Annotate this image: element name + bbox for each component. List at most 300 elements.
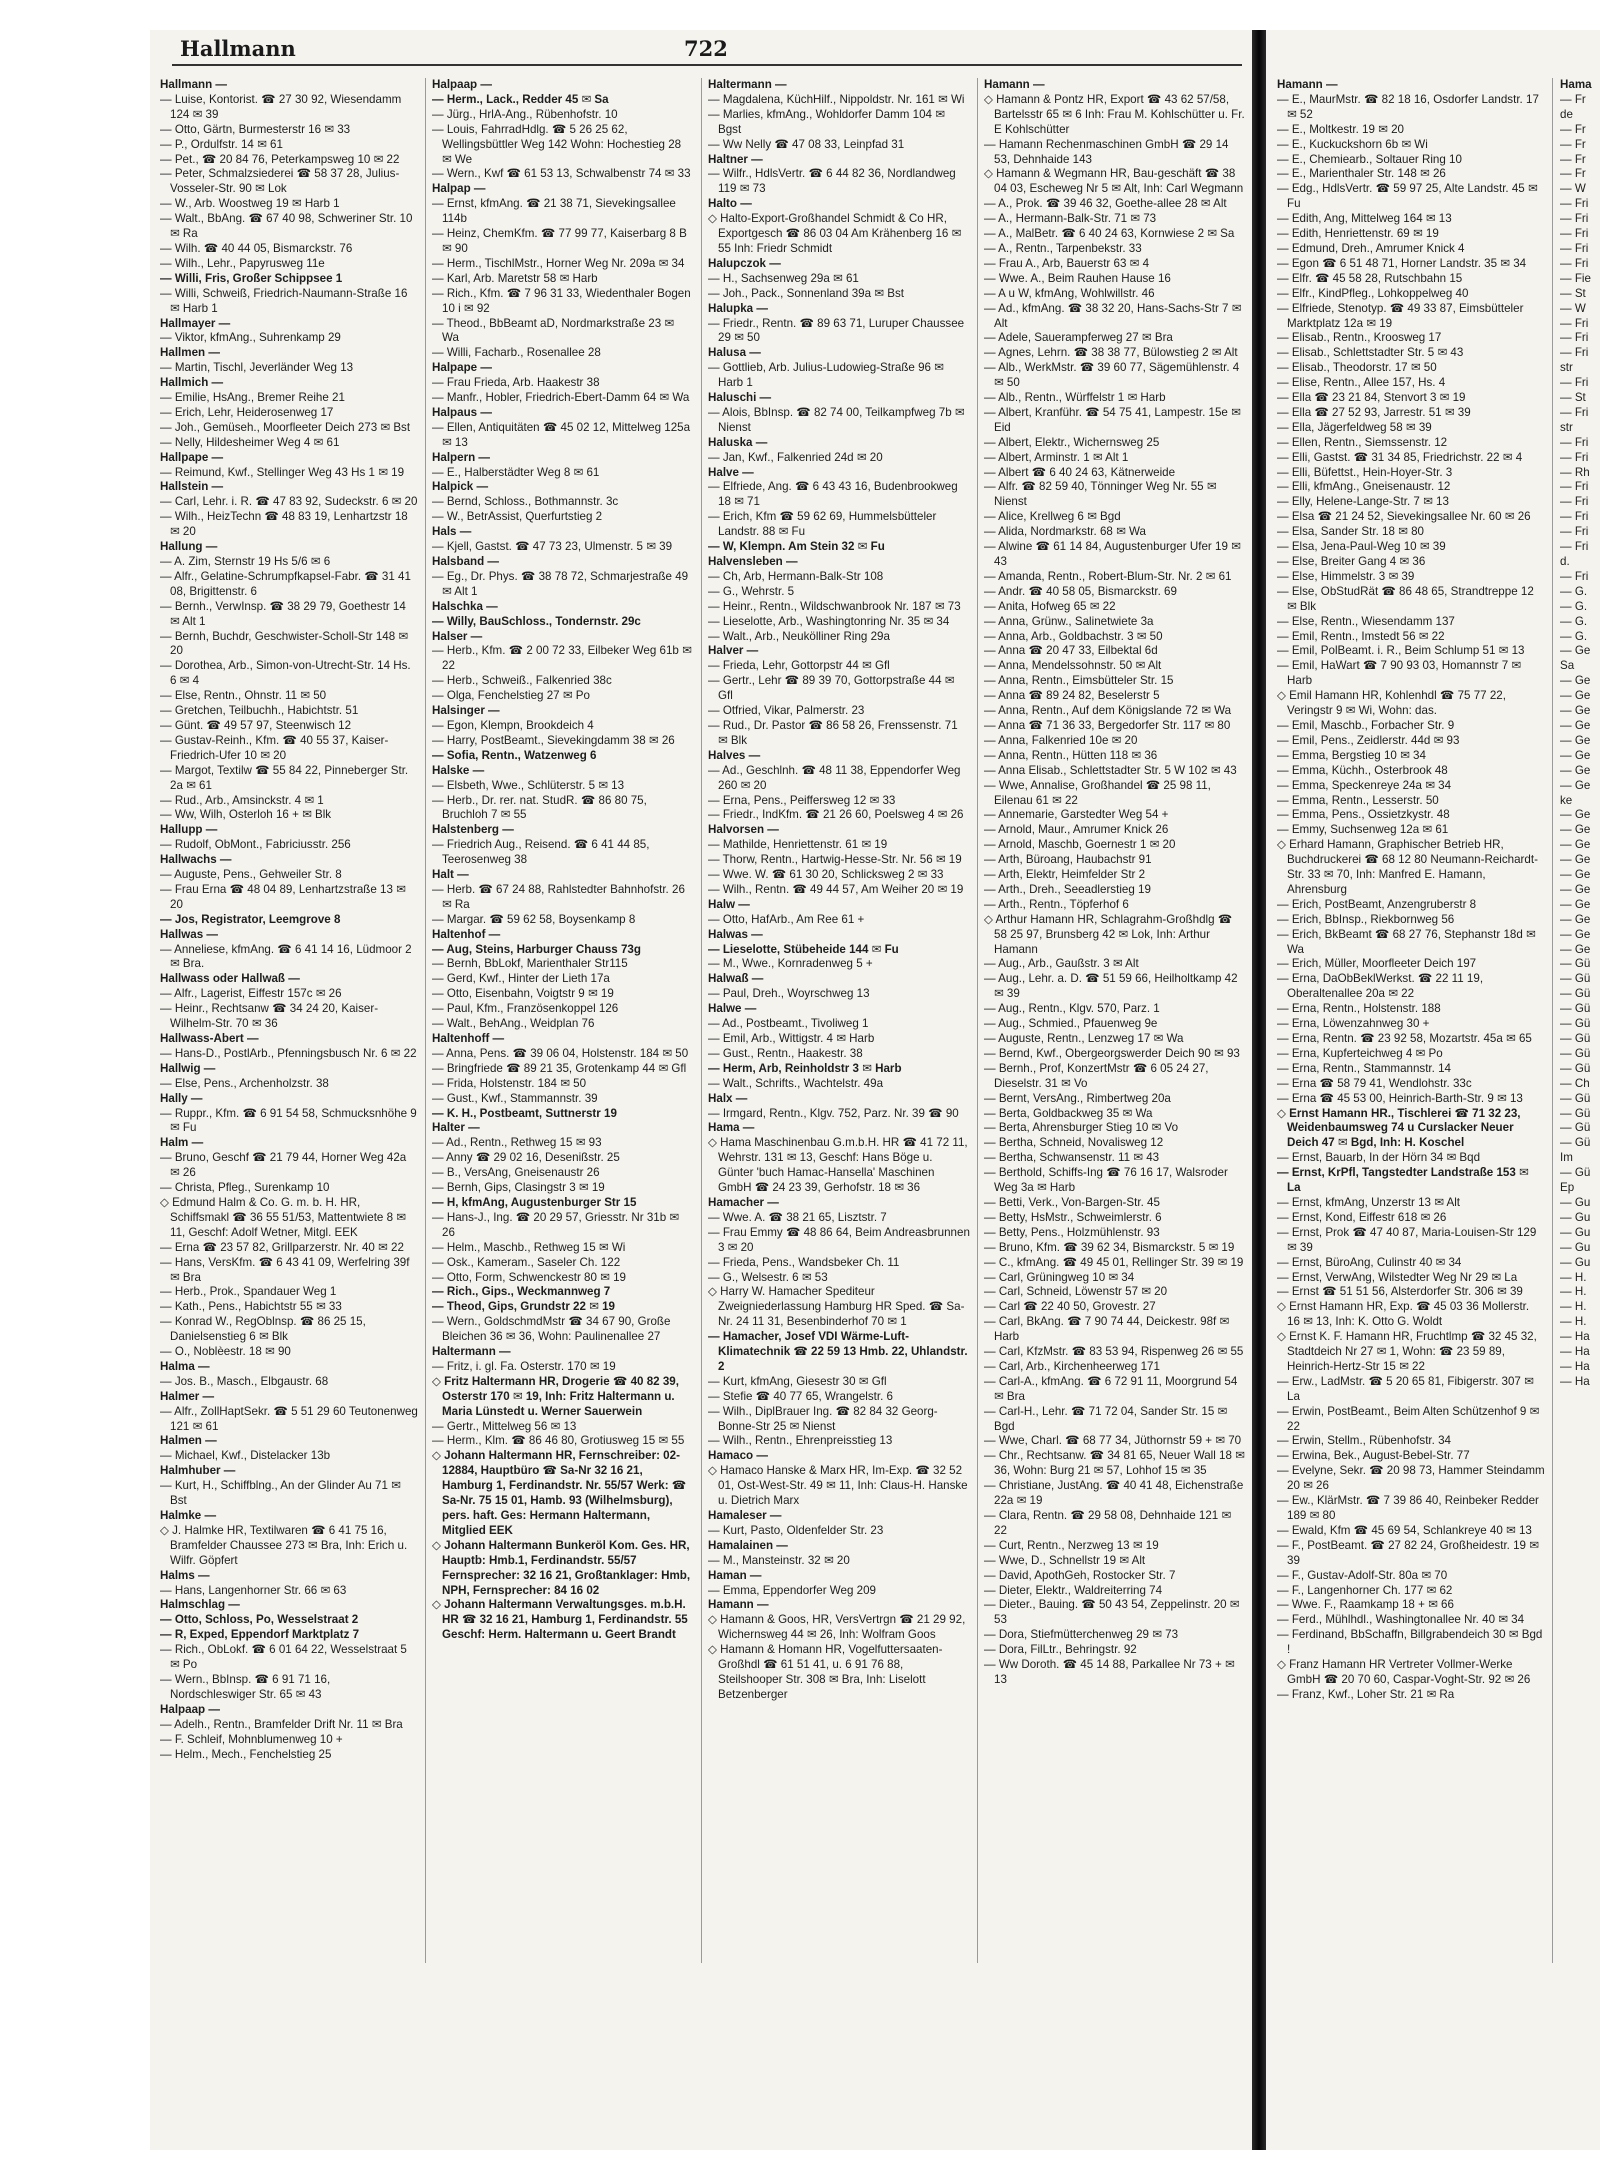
directory-entry: — Magdalena, KüchHilf., Nippoldstr. Nr. 161 ✉ Wi xyxy=(708,92,965,106)
directory-entry: — Kath., Pens., Habichtstr 55 ✉ 33 xyxy=(160,1300,342,1314)
directory-entry: — Carl, BkAng. ☎ 7 90 74 44, Deickestr. 98f ✉ Harb xyxy=(984,1315,1230,1344)
directory-entry: — Ad., Postbeamt., Tivoliweg 1 xyxy=(708,1017,869,1031)
directory-entry: — Jan, Kwf., Falkenried 24d ✉ 20 xyxy=(708,450,883,464)
directory-entry: — Ge xyxy=(1560,718,1591,732)
directory-entry: — Ge xyxy=(1560,912,1591,926)
directory-entry: — Herb., Prok., Spandauer Weg 1 xyxy=(160,1285,337,1299)
surname-heading: Halupczok — xyxy=(708,256,781,270)
directory-entry: — Bernd, Schloss., Bothmannstr. 3c xyxy=(432,495,619,509)
directory-entry: — Emil, Rentn., Imstedt 56 ✉ 22 xyxy=(1277,629,1445,643)
directory-entry: — E., Kuckuckshorn 6b ✉ Wi xyxy=(1277,137,1428,151)
directory-entry: — Günt. ☎ 49 57 97, Steenwisch 12 xyxy=(160,718,352,732)
directory-entry: — Ha xyxy=(1560,1330,1590,1344)
directory-entry: — Edith, Ang, Mittelweg 164 ✉ 13 xyxy=(1277,212,1452,226)
directory-entry: Sa xyxy=(1560,659,1575,673)
directory-entry: — Emma, Rentn., Lesserstr. 50 xyxy=(1277,793,1439,807)
directory-entry: — Ad., kfmAng. ☎ 38 32 20, Hans-Sachs-Str 7 ✉ Alt xyxy=(984,301,1242,330)
directory-entry: — Anneliese, kfmAng. ☎ 6 41 14 16, Lüdmoor 2 ✉ Bra. xyxy=(160,942,412,971)
directory-entry: — Gü xyxy=(1560,1106,1591,1120)
directory-entry: — Gü xyxy=(1560,1166,1591,1180)
directory-entry: ◇ Hama Maschinenbau G.m.b.H. HR ☎ 41 72 11, Wehrstr. 131 ✉ 13, Geschf: Hans Böge u. Günter 'buch Hamac-Hansella' Maschinen GmbH ☎ 24 23 39, Gerhofstr. 18 ✉ 36 xyxy=(708,1136,968,1195)
directory-entry: — Elfr. ☎ 45 58 28, Rutschbahn 15 xyxy=(1277,271,1463,285)
directory-entry: — Otfried, Vikar, Palmerstr. 23 xyxy=(708,704,865,718)
directory-entry: — Gu xyxy=(1560,1225,1591,1239)
surname-heading: Halschka — xyxy=(432,599,498,613)
surname-heading: Halmke — xyxy=(160,1509,217,1522)
surname-heading: Halma — xyxy=(160,1359,210,1373)
directory-entry: — Emma, Speckenreye 24a ✉ 34 xyxy=(1277,778,1452,792)
directory-entry: — Gü xyxy=(1560,1091,1591,1105)
directory-entry: — Fri xyxy=(1560,405,1589,419)
directory-entry: — Gü xyxy=(1560,1046,1591,1060)
surname-heading: Hamalainen — xyxy=(708,1538,788,1552)
directory-entry: — Gust., Rentn., Haakestr. 38 xyxy=(708,1046,863,1060)
surname-heading: Hama xyxy=(1560,78,1592,91)
directory-entry: — Fri xyxy=(1560,256,1589,270)
directory-entry: — Arth., Rentn., Töpferhof 6 xyxy=(984,897,1129,911)
directory-entry: — Frau Emmy ☎ 48 86 64, Beim Andreasbrunnen 3 ✉ 20 xyxy=(708,1225,970,1254)
directory-entry: — Anita, Hofweg 65 ✉ 22 xyxy=(984,599,1116,613)
directory-entry: — Erich, Kfm ☎ 59 62 69, Hummelsbütteler Landstr. 88 ✉ Fu xyxy=(708,510,937,539)
directory-entry: — Ch xyxy=(1560,1076,1590,1090)
directory-entry: — Alida, Nordmarkstr. 68 ✉ Wa xyxy=(984,525,1146,539)
directory-entry: — Peter, Schmalzsiederei ☎ 58 37 28, Julius-Vosseler-Str. 90 ✉ Lok xyxy=(160,167,400,196)
directory-entry: — Aug., Lehr. a. D. ☎ 51 59 66, Heilholtkamp 42 ✉ 39 xyxy=(984,972,1238,1001)
directory-entry: — K. H., Postbeamt, Suttnerstr 19 xyxy=(432,1106,617,1120)
directory-entry: — Elsa, Jena-Paul-Weg 10 ✉ 39 xyxy=(1277,540,1446,554)
directory-entry: str xyxy=(1560,361,1573,375)
directory-entry: — Fri xyxy=(1560,525,1589,539)
directory-entry: ◇ Hamann & Homann HR, Vogelfuttersaaten-Großhdl ☎ 61 51 41, u. 6 91 76 88, Steilshooper Str. 308 ✉ Bra, Inh: Liselott Betzenberger xyxy=(708,1643,943,1701)
directory-entry: ◇ Fritz Haltermann HR, Drogerie ☎ 40 82 39, Osterstr 170 ✉ 19, Inh: Fritz Haltermann u. Maria Lünstedt u. Werner Sauerwein xyxy=(432,1374,679,1418)
directory-entry: — Erna, Pens., Peiffersweg 12 ✉ 33 xyxy=(708,793,896,807)
directory-entry: — Frieda, Pens., Wandsbeker Ch. 11 xyxy=(708,1255,900,1269)
directory-entry: — David, ApothGeh, Rostocker Str. 7 xyxy=(984,1568,1176,1582)
directory-entry: — Kurt, kfmAng, Giesestr 30 ✉ Gfl xyxy=(708,1374,887,1388)
surname-heading: Hallwass oder Hallwaß — xyxy=(160,972,300,986)
directory-entry: — Dora, FilLtr., Behringstr. 92 xyxy=(984,1643,1137,1657)
directory-entry: — Carl, Lehr. i. R. ☎ 47 83 92, Sudeckstr. 6 ✉ 20 xyxy=(160,495,418,509)
directory-entry: — Elfr., KindPfleg., Lohkoppelweg 40 xyxy=(1277,286,1469,300)
directory-entry: — Fri xyxy=(1560,212,1589,226)
directory-entry: — Bernh, Buchdr, Geschwister-Scholl-Str 148 ✉ 20 xyxy=(160,629,409,658)
directory-entry: — Wwe, Charl. ☎ 68 77 34, Jüthornstr 59 + ✉ 70 xyxy=(984,1434,1242,1448)
column-2 xyxy=(432,78,694,1643)
directory-entry: — Elisab., Schlettstadter Str. 5 ✉ 43 xyxy=(1277,346,1464,360)
directory-entry: — Ellen, Antiquitäten ☎ 45 02 12, Mittelweg 125a ✉ 13 xyxy=(432,420,691,449)
directory-entry: — Bruno, Geschf ☎ 21 79 44, Horner Weg 42a ✉ 26 xyxy=(160,1151,407,1180)
directory-entry: — W xyxy=(1560,301,1586,315)
directory-entry: — Pet., ☎ 20 84 76, Peterkampsweg 10 ✉ 22 xyxy=(160,152,400,166)
directory-entry: — Ge xyxy=(1560,748,1591,762)
directory-entry: — Heinr., Rechtsanw ☎ 34 24 20, Kaiser-Wilhelm-Str. 70 ✉ 36 xyxy=(160,1002,379,1031)
directory-entry: — Ernst, Bauarb, In der Hörn 34 ✉ Bqd xyxy=(1277,1151,1481,1165)
directory-entry: — Erwin, Stellm., Rübenhofstr. 34 xyxy=(1277,1434,1451,1448)
directory-entry: — Erich, Müller, Moorfleeter Deich 197 xyxy=(1277,957,1477,971)
directory-entry: — Wilh., Rentn., Ehrenpreisstieg 13 xyxy=(708,1434,893,1448)
surname-heading: Halmhuber — xyxy=(160,1464,236,1478)
directory-entry: — Wilfr., HdlsVertr. ☎ 6 44 82 36, Nordlandweg 119 ✉ 73 xyxy=(708,167,956,196)
directory-entry: — Michael, Kwf., Distelacker 13b xyxy=(160,1449,331,1463)
directory-entry: — Carl-H., Lehr. ☎ 71 72 04, Sander Str. 15 ✉ Bgd xyxy=(984,1404,1228,1433)
directory-entry: — Fr xyxy=(1560,152,1586,166)
directory-entry: — Olga, Fenchelstieg 27 ✉ Po xyxy=(432,689,590,703)
directory-entry: — F., PostBeamt. ☎ 27 82 24, Großheidestr. 19 ✉ 39 xyxy=(1277,1538,1539,1567)
directory-entry: — Otto, Form, Schwenckestr 80 ✉ 19 xyxy=(432,1270,626,1284)
directory-entry: — Herb., Kfm. ☎ 2 00 72 33, Eilbeker Weg 61b ✉ 22 xyxy=(432,644,692,673)
directory-entry: — Luise, Kontorist. ☎ 27 30 92, Wiesendamm 124 ✉ 39 xyxy=(160,92,402,121)
directory-entry: — Wern., GoldschmdMstr ☎ 34 67 90, Große Bleichen 36 ✉ 36, Wohn: Paulinenallee 27 xyxy=(432,1315,671,1344)
directory-entry: — Theod, Gips, Grundstr 22 ✉ 19 xyxy=(432,1300,616,1314)
surname-heading: Halpape — xyxy=(432,361,492,375)
directory-entry: — Elli, Büfettst., Hein-Hoyer-Str. 3 xyxy=(1277,465,1453,479)
header-rule xyxy=(172,64,1242,66)
directory-entry: — Aug., Rentn., Klgv. 570, Parz. 1 xyxy=(984,1002,1160,1016)
surname-heading: Halto — xyxy=(708,197,752,211)
surname-heading: Hallmayer — xyxy=(160,316,231,330)
directory-entry: ◇ Franz Hamann HR Vertreter Vollmer-Werke GmbH ☎ 20 70 60, Caspar-Voght-Str. 92 ✉ 26 xyxy=(1277,1658,1531,1686)
directory-entry: Im xyxy=(1560,1151,1573,1165)
directory-entry: — Alfr. ☎ 82 59 40, Tönninger Weg Nr. 55 ✉ Nienst xyxy=(984,480,1217,509)
directory-entry: — Ernst, kfmAng, Unzerstr 13 ✉ Alt xyxy=(1277,1195,1461,1209)
surname-heading: Halx — xyxy=(708,1091,748,1105)
directory-entry: — Bringfriede ☎ 89 21 35, Grotenkamp 44 ✉ Gfl xyxy=(432,1061,687,1075)
directory-entry: — Agnes, Lehrn. ☎ 38 38 77, Bülowstieg 2 ✉ Alt xyxy=(984,346,1238,360)
directory-entry: ◇ Edmund Halm & Co. G. m. b. H. HR, Schiffsmakl ☎ 36 55 51/53, Mattentwiete 8 ✉ 11, Geschf: Adolf Wetner, Mitgl. EEK xyxy=(160,1195,406,1239)
directory-entry: — G., Welsestr. 6 ✉ 53 xyxy=(708,1270,828,1284)
directory-entry: — Ferdinand, BbSchaffn, Billgrabendeich 30 ✉ Bgd ! xyxy=(1277,1628,1543,1657)
directory-entry: — Anna Elisab., Schlettstadter Str. 5 W 102 ✉ 43 xyxy=(984,763,1237,777)
directory-entry: ◇ Erhard Hamann, Graphischer Betrieb HR, Buchdruckerei ☎ 68 12 80 Neumann-Reichardt-Str. 33 ✉ 70, Inh: Manfred E. Hamann, Ahrensburg xyxy=(1277,838,1538,896)
directory-entry: — A. Zim, Sternstr 19 Hs 5/6 ✉ 6 xyxy=(160,555,331,568)
directory-entry: — Wwe. A. ☎ 38 21 65, Lisztstr. 7 xyxy=(708,1210,887,1224)
directory-entry: — Rh xyxy=(1560,465,1590,479)
surname-heading: Hamaleser — xyxy=(708,1509,782,1522)
column-4 xyxy=(984,78,1246,1688)
directory-entry: — Hamacher, Josef VDI Wärme-Luft-Klimatechnik ☎ 22 59 13 Hmb. 22, Uhlandstr. 2 xyxy=(708,1330,968,1373)
directory-entry: — Else, Himmelstr. 3 ✉ 39 xyxy=(1277,569,1415,583)
directory-entry: — Fri xyxy=(1560,197,1589,211)
directory-entry: — Christiane, JustAng. ☎ 40 41 48, Eichenstraße 22a ✉ 19 xyxy=(984,1479,1244,1508)
page-number: 722 xyxy=(684,36,728,61)
directory-entry: — Ella ☎ 27 52 93, Jarrestr. 51 ✉ 39 xyxy=(1277,405,1471,419)
directory-entry: — Jos. B., Masch., Elbgaustr. 68 xyxy=(160,1374,329,1388)
directory-entry: — Ge xyxy=(1560,808,1591,822)
directory-entry: — Emil, HaWart ☎ 7 90 93 03, Homannstr 7 ✉ Harb xyxy=(1277,659,1522,688)
directory-entry: — Aug., Arb., Gaußstr. 3 ✉ Alt xyxy=(984,957,1139,971)
directory-entry: — G. xyxy=(1560,599,1588,613)
directory-entry: ◇ Emil Hamann HR, Kohlenhdl ☎ 75 77 22, Veringstr 9 ✉ Wi, Wohn: das. xyxy=(1277,689,1506,718)
directory-entry: — Paul, Dreh., Woyrschweg 13 xyxy=(708,987,870,1001)
directory-entry: — Wwe. W. ☎ 61 30 20, Schlicksweg 2 ✉ 33 xyxy=(708,868,944,882)
surname-heading: Hamann — xyxy=(984,78,1045,91)
directory-entry: — Ella, Jägerfeldweg 58 ✉ 39 xyxy=(1277,420,1432,434)
directory-entry: — Albert, Elektr., Wichernsweg 25 xyxy=(984,435,1160,449)
directory-entry: — Auguste, Rentn., Lenzweg 17 ✉ Wa xyxy=(984,1032,1184,1045)
surname-heading: Halm — xyxy=(160,1136,204,1150)
directory-entry: — Fri xyxy=(1560,331,1589,345)
directory-entry: — Wwe, Annalise, Großhandel ☎ 25 98 11, Eilenau 61 ✉ 22 xyxy=(984,778,1211,807)
directory-entry: — H, kfmAng, Augustenburger Str 15 xyxy=(432,1195,637,1209)
surname-heading: Hally — xyxy=(160,1091,203,1105)
surname-heading: Hamann — xyxy=(1277,78,1338,91)
surname-heading: Hallwas — xyxy=(160,927,218,941)
surname-heading: Halusa — xyxy=(708,346,761,360)
directory-entry: — Viktor, kfmAng., Suhrenkamp 29 xyxy=(160,331,341,345)
directory-entry: — Betti, Verk., Von-Bargen-Str. 45 xyxy=(984,1195,1160,1209)
directory-entry: — Ge xyxy=(1560,942,1591,956)
directory-entry: — Gretchen, Teilbuchh., Habichtstr. 51 xyxy=(160,704,359,718)
directory-entry: — Edg., HdlsVertr. ☎ 59 97 25, Alte Landstr. 45 ✉ Fu xyxy=(1277,182,1538,211)
directory-entry: — Bertha, Schwansenstr. 11 ✉ 43 xyxy=(984,1151,1160,1165)
directory-entry: — Carl, Schneid, Löwenstr 57 ✉ 20 xyxy=(984,1285,1168,1299)
column-5 xyxy=(1277,78,1545,1703)
directory-entry: — Reimund, Kwf., Stellinger Weg 43 Hs 1 ✉ 19 xyxy=(160,465,405,479)
column-6-partial xyxy=(1560,78,1600,1390)
directory-entry: — Anna ☎ 89 24 82, Beselerstr 5 xyxy=(984,689,1160,703)
directory-entry: — Adelh., Rentn., Bramfelder Drift Nr. 11 ✉ Bra xyxy=(160,1717,403,1731)
directory-entry: — Erich, PostBeamt, Anzengruberstr 8 xyxy=(1277,897,1477,911)
directory-entry: — Alb., WerkMstr. ☎ 39 60 77, Sägemühlenstr. 4 ✉ 50 xyxy=(984,361,1240,390)
directory-entry: — Marlies, kfmAng., Wohldorfer Damm 104 ✉ Bgst xyxy=(708,107,945,136)
surname-heading: Halter — xyxy=(432,1121,480,1135)
directory-entry: — A u W, kfmAng, Wohlwillstr. 46 xyxy=(984,286,1155,300)
directory-entry: — Wwe, D., Schnellstr 19 ✉ Alt xyxy=(984,1553,1146,1567)
directory-entry: — Gu xyxy=(1560,1255,1591,1269)
directory-entry: — Ewald, Kfm ☎ 45 69 54, Schlankreye 40 ✉ 13 xyxy=(1277,1523,1532,1537)
surname-heading: Hals — xyxy=(432,525,472,539)
directory-entry: — Gerd, Kwf., Hinter der Lieth 17a xyxy=(432,972,610,986)
directory-entry: — Christa, Pfleg., Surenkamp 10 xyxy=(160,1181,330,1195)
directory-entry: — Gü xyxy=(1560,1002,1591,1016)
directory-entry: — Emil, Pens., Zeidlerstr. 44d ✉ 93 xyxy=(1277,733,1460,747)
directory-entry: — Emil, Maschb., Forbacher Str. 9 xyxy=(1277,718,1455,732)
directory-entry: — Ruppr., Kfm. ☎ 6 91 54 58, Schmucksnhöhe 9 ✉ Fu xyxy=(160,1106,417,1135)
column-1 xyxy=(160,78,418,1762)
directory-entry: — Ge xyxy=(1560,778,1591,792)
directory-entry: — Alfr., Lagerist, Eiffestr 157c ✉ 26 xyxy=(160,987,342,1001)
directory-entry: — Frau A., Arb, Bauerstr 63 ✉ 4 xyxy=(984,256,1150,270)
directory-entry: — Berta, Goldbackweg 35 ✉ Wa xyxy=(984,1106,1153,1120)
directory-entry: — Erwin, PostBeamt., Beim Alten Schützenhof 9 ✉ 22 xyxy=(1277,1404,1540,1433)
directory-entry: — Manfr., Hobler, Friedrich-Ebert-Damm 64 ✉ Wa xyxy=(432,391,690,405)
directory-entry: — Thorw, Rentn., Hartwig-Hesse-Str. Nr. 56 ✉ 19 xyxy=(708,853,962,867)
directory-entry: — Wern., Kwf ☎ 61 53 13, Schwalbenstr 74 ✉ 33 xyxy=(432,167,691,181)
directory-entry: — Fri xyxy=(1560,540,1589,554)
directory-entry: — Egon ☎ 6 51 48 71, Horner Landstr. 35 ✉ 34 xyxy=(1277,256,1527,270)
directory-entry: — Eg., Dr. Phys. ☎ 38 78 72, Schmarjestraße 49 ✉ Alt 1 xyxy=(432,569,689,598)
book-gutter xyxy=(1252,30,1266,2150)
directory-entry: — Ge xyxy=(1560,823,1591,837)
directory-entry: — Willi, Schweiß, Friedrich-Naumann-Straße 16 ✉ Harb 1 xyxy=(160,286,408,315)
directory-entry: — Rich., ObLokf. ☎ 6 01 64 22, Wesselstraat 5 ✉ Po xyxy=(160,1643,407,1672)
directory-entry: — Friedr., IndKfm. ☎ 21 26 60, Poelsweg 4 ✉ 26 xyxy=(708,808,964,822)
directory-entry: — Carl, Arb., Kirchenheerweg 171 xyxy=(984,1359,1160,1373)
surname-heading: Hallung — xyxy=(160,540,218,554)
directory-entry: — Ernst, kfmAng. ☎ 21 38 71, Sievekingsallee 114b xyxy=(432,197,676,226)
directory-entry: — Berta, Ahrensburger Stieg 10 ✉ Vo xyxy=(984,1121,1179,1135)
directory-entry: — Gu xyxy=(1560,1210,1591,1224)
directory-entry: — Erna, Rentn. ☎ 23 92 58, Mozartstr. 45a ✉ 65 xyxy=(1277,1032,1532,1045)
directory-entry: — Gü xyxy=(1560,1121,1591,1135)
directory-entry: — Fri xyxy=(1560,569,1589,583)
directory-entry: — Nelly, Hildesheimer Weg 4 ✉ 61 xyxy=(160,435,340,449)
directory-entry: — Gü xyxy=(1560,1032,1591,1045)
directory-entry: — Elsbeth, Wwe., Schlüterstr. 5 ✉ 13 xyxy=(432,778,625,792)
directory-entry: — Ernst, VerwAng, Wilstedter Weg Nr 29 ✉ La xyxy=(1277,1270,1518,1284)
directory-entry: — Emma, Eppendorfer Weg 209 xyxy=(708,1583,876,1597)
directory-entry: — B., VersAng, Gneisenaustr 26 xyxy=(432,1166,600,1180)
directory-entry: — Emmy, Suchsenweg 12a ✉ 61 xyxy=(1277,823,1449,837)
directory-entry: — Joh., Pack., Sonnenland 39a ✉ Bst xyxy=(708,286,904,300)
directory-entry: — Walt., BbAng. ☎ 67 40 98, Schweriner Str. 10 ✉ Ra xyxy=(160,212,413,241)
surname-heading: Halser — xyxy=(432,629,483,643)
directory-entry: — Anna, Arb., Goldbachstr. 3 ✉ 50 xyxy=(984,629,1163,643)
directory-entry: — Anna ☎ 20 47 33, Eilbektal 6d xyxy=(984,644,1158,658)
directory-entry: — Betty, Pens., Holzmühlenstr. 93 xyxy=(984,1225,1160,1239)
directory-entry: — M., Mansteinstr. 32 ✉ 20 xyxy=(708,1553,850,1567)
surname-heading: Halmer — xyxy=(160,1389,215,1403)
directory-entry: — Heinz, ChemKfm. ☎ 77 99 77, Kaiserbarg 8 B ✉ 90 xyxy=(432,227,687,255)
directory-entry: — Evelyne, Sekr. ☎ 20 98 73, Hammer Steindamm 20 ✉ 26 xyxy=(1277,1464,1545,1493)
directory-entry: — H. xyxy=(1560,1300,1587,1314)
directory-entry: — Hans-D., PostlArb., Pfenningsbusch Nr. 6 ✉ 22 xyxy=(160,1046,417,1060)
directory-entry: — Bernh., Prof, KonzertMstr ☎ 6 05 24 27, Dieselstr. 31 ✉ Vo xyxy=(984,1061,1209,1090)
directory-entry: d. xyxy=(1560,555,1570,568)
directory-entry: ◇ J. Halmke HR, Textilwaren ☎ 6 41 75 16, Bramfelder Chaussee 273 ✉ Bra, Inh: Erich u. Wilfr. Göpfert xyxy=(160,1523,408,1567)
directory-entry: — Willi, Facharb., Rosenallee 28 xyxy=(432,346,601,360)
surname-heading: Halvensleben — xyxy=(708,555,798,568)
directory-entry: — Kjell, Gastst. ☎ 47 73 23, Ulmenstr. 5 ✉ 39 xyxy=(432,540,673,554)
directory-entry: — Fri xyxy=(1560,346,1589,360)
directory-entry: — W., Arb. Woostweg 19 ✉ Harb 1 xyxy=(160,197,340,211)
surname-heading: Halwas — xyxy=(708,927,763,941)
directory-entry: — Frieda, Lehr, Gottorpstr 44 ✉ Gfl xyxy=(708,659,890,673)
directory-entry: — Elise, Rentn., Allee 157, Hs. 4 xyxy=(1277,376,1446,390)
directory-entry: — Walt., Schrifts., Wachtelstr. 49a xyxy=(708,1076,884,1090)
directory-entry: str xyxy=(1560,420,1573,434)
directory-entry: — Helm., Maschb., Rethweg 15 ✉ Wi xyxy=(432,1240,626,1254)
directory-entry: — O., Noblèestr. 18 ✉ 90 xyxy=(160,1345,291,1359)
directory-entry: — Andr. ☎ 40 58 05, Bismarckstr. 69 xyxy=(984,584,1177,598)
directory-entry: — Gu xyxy=(1560,1240,1591,1254)
directory-entry: ◇ Johann Haltermann HR, Fernschreiber: 02-12884, Hauptbüro ☎ Sa-Nr 32 16 21, Hamburg 1, Ferdinandstr. Nr. 55/57 Werk: ☎ Sa-Nr. 75 15 01, Hamb. 93 (Wilhelmsburg), pers. haft. Ges: Hermann Haltermann, Mitglied EEK xyxy=(432,1449,687,1537)
directory-entry: — Paul, Kfm., Französenkoppel 126 xyxy=(432,1002,619,1016)
directory-entry: — Arnold, Maschb, Goernestr 1 ✉ 20 xyxy=(984,838,1176,852)
directory-entry: — Bernt, VersAng., Rimbertweg 20a xyxy=(984,1091,1171,1105)
directory-entry: — W., BetrAssist, Querfurtstieg 2 xyxy=(432,510,603,524)
directory-entry: — Ew., KlärMstr. ☎ 7 39 86 40, Reinbeker Redder 189 ✉ 80 xyxy=(1277,1494,1539,1522)
directory-entry: — F. Schleif, Mohnblumenweg 10 + xyxy=(160,1732,343,1746)
directory-entry: — Albert, Kranführ. ☎ 54 75 41, Lampestr. 15e ✉ Eid xyxy=(984,405,1241,434)
surname-heading: Hama — xyxy=(708,1121,755,1135)
directory-entry: — Walt., Arb., Neukölliner Ring 29a xyxy=(708,629,890,643)
directory-entry: — Ge xyxy=(1560,704,1591,718)
directory-entry: — Gustav-Reinh., Kfm. ☎ 40 55 37, Kaiser-Friedrich-Ufer 10 ✉ 20 xyxy=(160,733,389,762)
directory-entry: — Else, Rentn., Ohnstr. 11 ✉ 50 xyxy=(160,689,327,703)
directory-entry: — Ge xyxy=(1560,838,1591,852)
directory-entry: — Ww Nelly ☎ 47 08 33, Leinpfad 31 xyxy=(708,137,905,151)
column-divider xyxy=(701,78,702,1963)
directory-entry: — Emil, PolBeamt. i. R., Beim Schlump 51 ✉ 13 xyxy=(1277,644,1525,658)
surname-heading: Halvorsen — xyxy=(708,823,779,837)
directory-entry: — C., kfmAng. ☎ 49 45 01, Rellinger Str. 39 ✉ 19 xyxy=(984,1255,1244,1269)
directory-entry: Ep xyxy=(1560,1181,1575,1195)
directory-entry: — Erich, BkBeamt ☎ 68 27 76, Stephanstr 18d ✉ Wa xyxy=(1277,927,1536,956)
surname-heading: Hallstein — xyxy=(160,480,224,494)
directory-entry: — Amanda, Rentn., Robert-Blum-Str. Nr. 2 ✉ 61 xyxy=(984,569,1232,583)
directory-entry: de xyxy=(1560,107,1573,121)
directory-entry: — Fri xyxy=(1560,316,1589,330)
directory-entry: — Rud., Dr. Pastor ☎ 86 58 26, Frenssenstr. 71 ✉ Blk xyxy=(708,718,958,747)
directory-entry: — Gü xyxy=(1560,987,1591,1001)
directory-entry: — Erna, Löwenzahnweg 30 + xyxy=(1277,1017,1430,1031)
directory-entry: — Ge xyxy=(1560,733,1591,747)
surname-heading: Halupka — xyxy=(708,301,768,315)
directory-entry: — Anna ☎ 71 36 33, Bergedorfer Str. 117 ✉ 80 xyxy=(984,718,1231,732)
directory-entry: — Hans, VersKfm. ☎ 6 43 41 09, Werfelring 39f ✉ Bra xyxy=(160,1255,410,1284)
directory-entry: — H. xyxy=(1560,1315,1587,1329)
directory-entry: — Friedr., Rentn. ☎ 89 63 71, Luruper Chaussee 29 ✉ 50 xyxy=(708,316,965,345)
directory-entry: — Harry, PostBeamt., Sievekingdamm 38 ✉ 26 xyxy=(432,733,675,747)
directory-entry: — Frau Erna ☎ 48 04 89, Lenhartzstraße 13 ✉ 20 xyxy=(160,882,406,911)
directory-entry: — Ellen, Rentn., Siemssenstr. 12 xyxy=(1277,435,1448,449)
directory-entry: — Wilh., Lehr., Papyrusweg 11e xyxy=(160,256,325,270)
directory-entry: — St xyxy=(1560,286,1586,300)
directory-entry: — Willy, BauSchloss., Tondernstr. 29c xyxy=(432,614,641,628)
directory-entry: — Erna ☎ 23 57 82, Grillparzerstr. Nr. 40 ✉ 22 xyxy=(160,1240,404,1254)
directory-entry: — R, Exped, Eppendorf Marktplatz 7 xyxy=(160,1628,360,1642)
directory-entry: — Lieselotte, Arb., Washingtonring Nr. 35 ✉ 34 xyxy=(708,614,950,628)
directory-entry: — Rud., Arb., Amsinckstr. 4 ✉ 1 xyxy=(160,793,324,807)
surname-heading: Hallmann — xyxy=(160,78,227,91)
directory-entry: — Dieter., Bauing. ☎ 50 43 54, Zeppelinstr. 20 ✉ 53 xyxy=(984,1598,1240,1627)
directory-entry: — Ww Doroth. ☎ 45 14 88, Parkallee Nr 73 + ✉ 13 xyxy=(984,1658,1235,1686)
directory-entry: — Else, Pens., Archenholzstr. 38 xyxy=(160,1076,329,1090)
surname-heading: Haltermann — xyxy=(432,1345,511,1359)
surname-heading: Hamaco — xyxy=(708,1449,768,1463)
directory-entry: — Carl, Grüningweg 10 ✉ 34 xyxy=(984,1270,1135,1284)
directory-entry: — Ernst, KrPfl, Tangstedter Landstraße 153 ✉ La xyxy=(1277,1166,1529,1195)
directory-entry: — Gü xyxy=(1560,1061,1591,1075)
directory-entry: — Ernst, BüroAng, Culinstr 40 ✉ 34 xyxy=(1277,1255,1462,1269)
directory-entry: — G., Wehrstr. 5 xyxy=(708,584,795,598)
directory-entry: — Erich, BbInsp., Riekbornweg 56 xyxy=(1277,912,1455,926)
surname-heading: Halpap — xyxy=(432,182,486,196)
directory-entry: — Otto, HafArb., Am Ree 61 + xyxy=(708,912,865,926)
directory-entry: — Annemarie, Garstedter Weg 54 + xyxy=(984,808,1169,822)
surname-heading: Haltner — xyxy=(708,152,763,166)
directory-entry: — Ch, Arb, Hermann-Balk-Str 108 xyxy=(708,569,884,583)
directory-entry: — Karl, Arb. Maretstr 58 ✉ Harb xyxy=(432,271,598,285)
directory-entry: — Rich., Gips., Weckmannweg 7 xyxy=(432,1285,611,1299)
surname-heading: Halms — xyxy=(160,1568,210,1582)
directory-entry: — Emma, Küchh., Osterbrook 48 xyxy=(1277,763,1448,777)
directory-entry: — Fr xyxy=(1560,92,1586,106)
directory-entry: — Ernst ☎ 51 51 56, Alsterdorfer Str. 306 ✉ 39 xyxy=(1277,1285,1523,1299)
surname-heading: Hallmich — xyxy=(160,376,224,390)
directory-entry: — Martin, Tischl, Jeverländer Weg 13 xyxy=(160,361,354,375)
directory-entry: — Emma, Pens., Ossietzkystr. 48 xyxy=(1277,808,1450,822)
directory-entry: — Aug., Schmied., Pfauenweg 9e xyxy=(984,1017,1158,1031)
directory-entry: — Otto, Eisenbahn, Voigtstr 9 ✉ 19 xyxy=(432,987,614,1001)
directory-entry: — Frau Frieda, Arb. Haakestr 38 xyxy=(432,376,600,390)
directory-entry: — Erna, Kupferteichweg 4 ✉ Po xyxy=(1277,1046,1443,1060)
directory-entry: — Gü xyxy=(1560,1017,1591,1031)
directory-entry: — Bertha, Schneid, Novalisweg 12 xyxy=(984,1136,1164,1150)
directory-entry: — W xyxy=(1560,182,1586,196)
directory-entry: — Walt., BehAng., Weidplan 76 xyxy=(432,1017,595,1031)
